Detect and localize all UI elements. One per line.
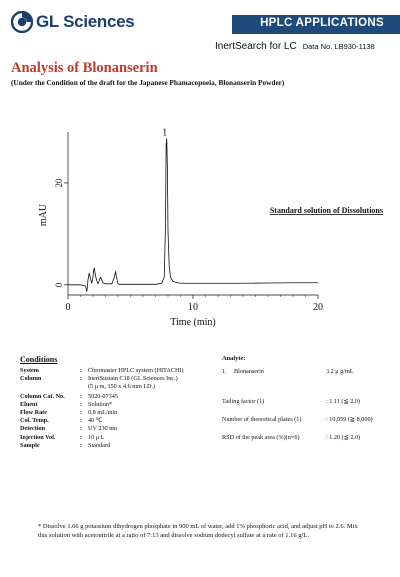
- condition-label: Column Cat. No.: [20, 393, 65, 400]
- condition-label: Col. Temp.: [20, 417, 49, 424]
- data-number: Data No. LB930-1138: [302, 42, 375, 51]
- condition-colon: :: [80, 367, 83, 374]
- condition-colon: :: [80, 401, 83, 408]
- tailing-factor-value: : 1.11 (≦ 2.0): [326, 398, 360, 405]
- chromatogram-chart: [0, 120, 400, 335]
- peak-label: 1: [162, 127, 168, 139]
- y-axis-label: mAU: [38, 203, 49, 227]
- sample-annotation: Standard solution of Dissolutions: [269, 206, 383, 215]
- condition-value: Chromaster HPLC system (HITACHI): [88, 367, 184, 374]
- condition-colon: :: [80, 425, 83, 432]
- logo-mark-icon: [11, 11, 33, 33]
- product-line: [215, 41, 375, 52]
- condition-value: 10 μ L: [88, 434, 105, 441]
- condition-label: Eluent: [20, 401, 38, 408]
- condition-colon: :: [80, 417, 83, 424]
- analyte-concentration: 3.2 μ g/mL: [326, 368, 354, 375]
- condition-value: UV 230 nm: [88, 425, 118, 432]
- rsd-label: RSD of the peak area (%)(n=6): [222, 434, 300, 441]
- condition-value: 40 ℃: [88, 417, 103, 424]
- condition-label: System: [20, 367, 39, 374]
- condition-colon: :: [80, 442, 83, 449]
- condition-value: 5020-07345: [88, 393, 118, 400]
- analyte-number: 1.: [222, 368, 227, 375]
- band-text: HPLC APPLICATIONS: [260, 17, 384, 29]
- condition-label: Injection Vol.: [20, 434, 56, 441]
- condition-value: Solution*: [88, 401, 113, 408]
- y-tick-label: 0: [54, 282, 64, 288]
- condition-colon: :: [80, 409, 83, 416]
- logo-text: GL Sciences: [36, 12, 135, 31]
- chromatogram-trace: [68, 139, 318, 292]
- condition-value: 0.8 mL/min: [88, 409, 118, 416]
- x-tick-label: 0: [65, 302, 71, 313]
- product-name: InertSearch for LC: [215, 41, 297, 52]
- x-tick-label: 10: [188, 302, 198, 313]
- rsd-value: : 1.20 (≦ 2.0): [326, 434, 361, 441]
- header-band: [232, 15, 400, 34]
- y-tick-label: 20: [54, 178, 64, 188]
- x-axis-label: Time (min): [170, 317, 216, 328]
- analyte-name: Blonanserin: [234, 368, 264, 375]
- condition-value: (5 μ m, 150 x 4.6 mm I.D.): [88, 383, 156, 390]
- condition-value: Standard: [88, 442, 110, 449]
- page-subtitle: (Under the Condition of the draft for the Japanese Phamacopoeia, Blonanserin Powder): [11, 78, 285, 87]
- condition-colon: :: [80, 393, 83, 400]
- condition-label: Flow Rate: [20, 409, 47, 416]
- analyte-heading: Analyte:: [222, 355, 246, 362]
- condition-label: Detection: [20, 425, 46, 432]
- eluent-footnote: * Dissolve 1.66 g potassium dihydrogen phosphate in 900 mL of water, add 1% phosphoric acid, and adjust pH to 2.6. Mix this solution with acetonitrile at a ratio of 7:13 and dissolve sodium dodecyl sulfate at a rate of 1.16 g/L.: [38, 523, 358, 539]
- condition-value: InertSustain C18 (GL Sciences Inc.): [88, 375, 178, 382]
- condition-label: Sample: [20, 442, 40, 449]
- theoretical-plates-value: : 10,059 (≧ 8,000): [326, 416, 373, 423]
- brand-logo: [11, 11, 134, 33]
- condition-label: Column: [20, 375, 42, 382]
- tailing-factor-label: Tailing factor (1): [222, 398, 265, 405]
- x-tick-label: 20: [313, 302, 323, 313]
- theoretical-plates-label: Number of theoretical plates (1): [222, 416, 302, 423]
- conditions-heading: Conditions: [20, 355, 58, 364]
- condition-colon: :: [80, 434, 83, 441]
- condition-colon: :: [80, 375, 83, 382]
- page-title: Analysis of Blonanserin: [11, 60, 158, 76]
